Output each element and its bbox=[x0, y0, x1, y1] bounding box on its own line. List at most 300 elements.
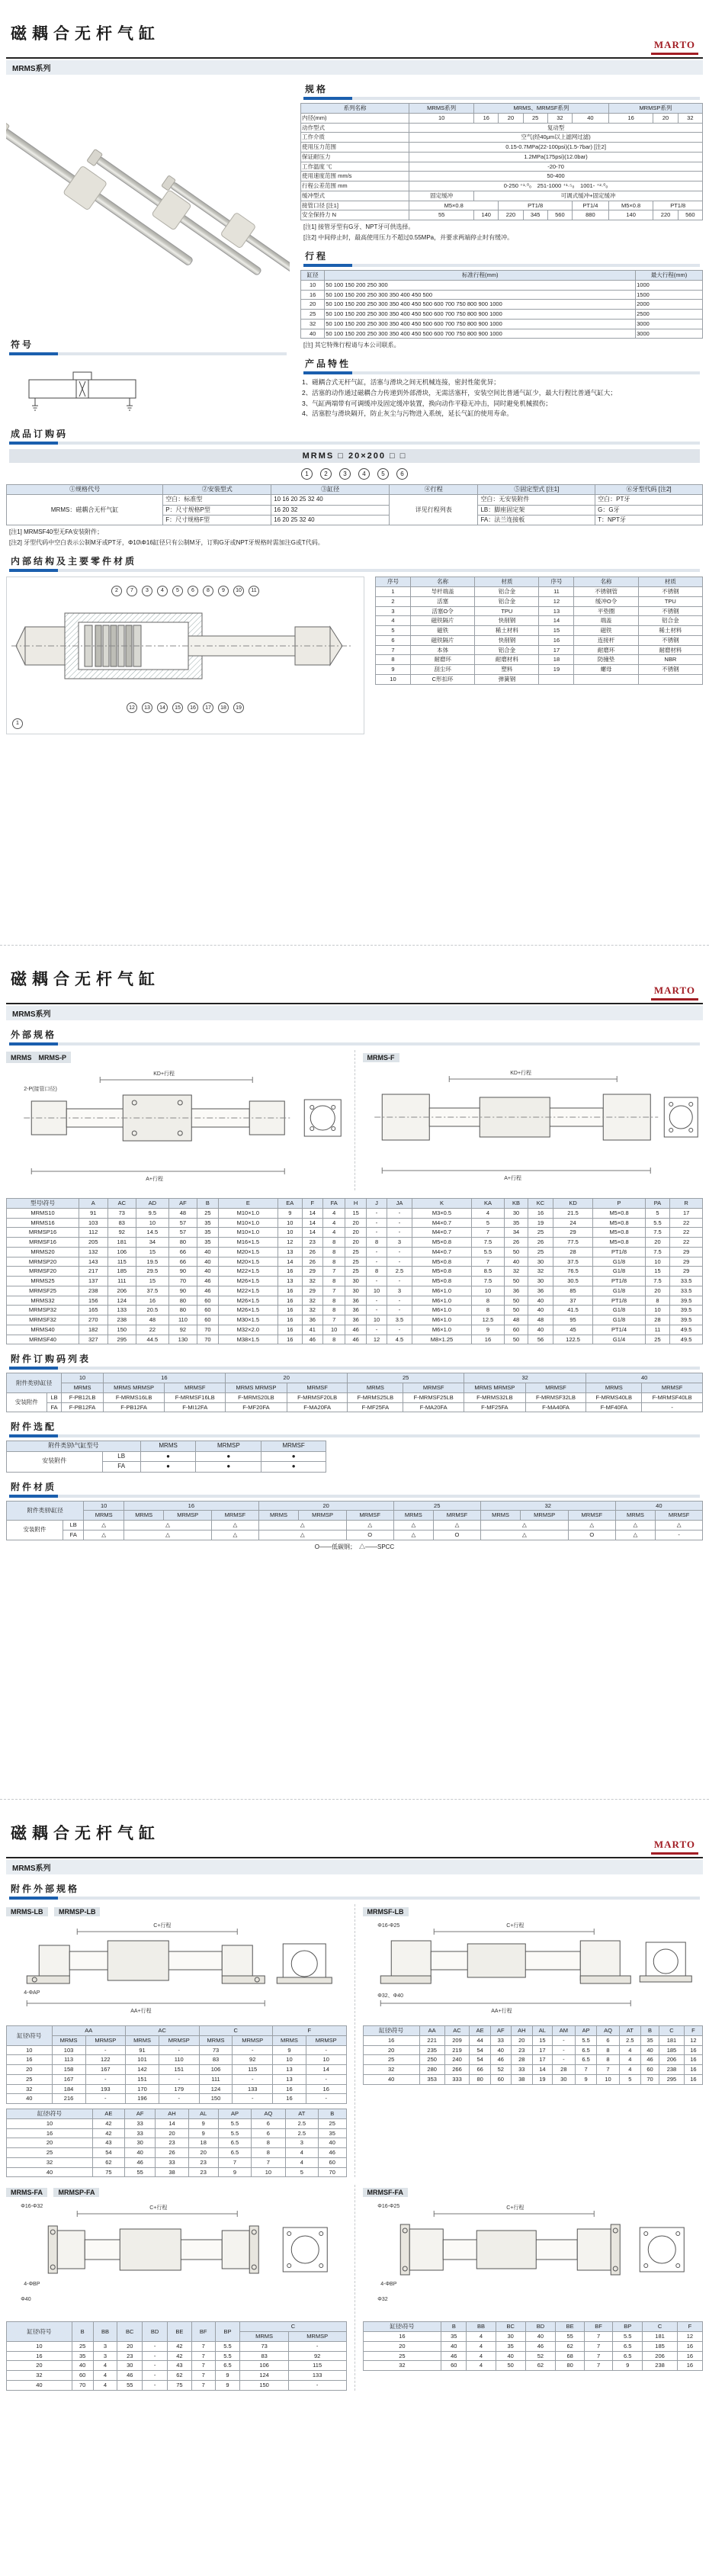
table-cell: 115 bbox=[107, 1257, 136, 1267]
table-cell: 16 bbox=[608, 113, 653, 123]
table-cell: 32 bbox=[480, 1501, 615, 1511]
table-cell: TPU bbox=[638, 596, 702, 606]
table-cell: 133 bbox=[288, 2371, 346, 2381]
table-cell: C bbox=[659, 2026, 685, 2036]
table-cell: 内径(mm) bbox=[301, 113, 409, 123]
table-cell: MRMSP bbox=[299, 1511, 347, 1521]
table-cell: MRMS bbox=[393, 1511, 433, 1521]
table-cell: PA bbox=[645, 1199, 670, 1209]
table-cell: 2 bbox=[376, 596, 411, 606]
list-item: 5 bbox=[377, 468, 389, 480]
table-cell: - bbox=[366, 1277, 387, 1286]
table-cell: 75 bbox=[167, 2380, 191, 2390]
table-cell: 113 bbox=[52, 2055, 85, 2065]
table-cell: 缸径\符号 bbox=[363, 2322, 441, 2332]
table-cell: 24 bbox=[553, 1218, 593, 1228]
list-item: 13 bbox=[142, 702, 152, 713]
table-cell: 43 bbox=[167, 2361, 191, 2371]
table-cell: 塑料 bbox=[475, 665, 539, 675]
table-cell bbox=[574, 674, 638, 684]
table-cell: M6×1.0 bbox=[412, 1325, 471, 1335]
table-cell: 可调式缓冲+固定缓冲 bbox=[474, 191, 703, 201]
internal-section bbox=[9, 554, 700, 572]
table-cell: 7 bbox=[585, 2361, 613, 2371]
table-cell: 9 bbox=[218, 2167, 251, 2177]
table-cell: 固定缓冲 bbox=[409, 191, 474, 201]
table-cell: 32 bbox=[7, 2371, 72, 2381]
table-cell: 36 bbox=[528, 1286, 553, 1296]
table-cell: 133 bbox=[233, 2084, 272, 2094]
table-cell: 7 bbox=[191, 2361, 215, 2371]
table-cell: - bbox=[387, 1208, 412, 1218]
table-cell: 40 bbox=[318, 2138, 346, 2148]
table-cell: 42 bbox=[92, 2118, 124, 2128]
table-cell: B bbox=[197, 1199, 218, 1209]
table-cell: 20 bbox=[156, 2128, 188, 2138]
table-cell: MRMS MRMSP bbox=[464, 1383, 525, 1393]
features-heading: 产品特性 bbox=[305, 358, 351, 370]
table-cell: M26×1.5 bbox=[218, 1296, 278, 1306]
table-cell: 42 bbox=[167, 2341, 191, 2351]
table-cell: 15 bbox=[539, 626, 574, 636]
page-header bbox=[6, 953, 703, 1020]
table-cell: 196 bbox=[126, 2094, 159, 2104]
table-cell: 7.5 bbox=[645, 1277, 670, 1286]
table-cell: 29 bbox=[302, 1267, 322, 1277]
table-cell: - bbox=[85, 2045, 125, 2055]
mrms-fa-table bbox=[6, 2321, 347, 2390]
table-cell: 安装附件 bbox=[7, 1392, 47, 1412]
table-cell: ⑥牙型代码 [注2] bbox=[595, 484, 703, 494]
table-cell: 4.5 bbox=[387, 1335, 412, 1344]
table-cell: AT bbox=[619, 2026, 640, 2036]
list-item: 6 bbox=[396, 468, 408, 480]
table-cell: 266 bbox=[444, 2065, 470, 2075]
table-cell: 7 bbox=[322, 1286, 345, 1296]
table-cell: MRMSP20 bbox=[7, 1257, 79, 1267]
table-cell: 16 bbox=[528, 1208, 553, 1218]
table-cell: 40 bbox=[641, 2045, 659, 2055]
table-cell: 50 100 150 200 250 300 350 400 450 500 600 700 750 800 900 1000 bbox=[325, 329, 636, 339]
table-cell: 29 bbox=[302, 1286, 322, 1296]
table-cell: 22 bbox=[670, 1228, 703, 1238]
table-cell: 13 bbox=[278, 1277, 302, 1286]
table-cell: 216 bbox=[52, 2094, 85, 2104]
table-cell: 25 bbox=[523, 113, 547, 123]
table-cell: F-MA20FA bbox=[287, 1402, 348, 1412]
table-cell: MRMSP32 bbox=[7, 1306, 79, 1315]
table-cell: 25 bbox=[318, 2118, 346, 2128]
table-cell: 80 bbox=[556, 2361, 585, 2371]
table-cell: 16 20 32 bbox=[271, 505, 390, 515]
series-label: MRMS系列 bbox=[6, 1006, 703, 1020]
table-cell: 181 bbox=[107, 1238, 136, 1248]
diagram-label-mrms-lb: MRMS-LB bbox=[6, 1907, 48, 1916]
table-cell: 6.5 bbox=[218, 2138, 251, 2148]
table-cell: MRMS bbox=[240, 2332, 288, 2342]
table-cell: 73 bbox=[240, 2341, 288, 2351]
table-cell: 20 bbox=[7, 2065, 53, 2075]
table-cell: 7 bbox=[322, 1267, 345, 1277]
table-cell: 8 bbox=[366, 1238, 387, 1248]
table-cell: MRMS：磁耦合无杆气缸 bbox=[7, 495, 163, 525]
table-cell: - bbox=[288, 2341, 346, 2351]
table-cell: M5×0.8 bbox=[608, 201, 653, 210]
table-cell: MRMSF32 bbox=[7, 1315, 79, 1325]
table-cell: 20 bbox=[345, 1238, 366, 1248]
table-cell: G：G牙 bbox=[595, 505, 703, 515]
list-item: 3、气缸两端带有可调缓冲及固定缓冲装置，换向动作平稳无冲击，同时避免机械损伤； bbox=[302, 399, 552, 407]
list-item: 16 bbox=[188, 702, 198, 713]
table-cell: 28 bbox=[552, 2065, 575, 2075]
table-cell: 螺母 bbox=[574, 665, 638, 675]
table-cell: AF bbox=[124, 2109, 156, 2119]
table-cell: 122.5 bbox=[553, 1335, 593, 1344]
table-cell: 40 bbox=[301, 329, 325, 339]
table-cell: 6 bbox=[376, 635, 411, 645]
table-cell: 50 100 150 200 250 300 350 400 450 500 600 700 750 800 900 1000 bbox=[325, 300, 636, 310]
table-cell: ②安装型式 bbox=[163, 484, 271, 494]
table-cell: PT1/8 bbox=[499, 201, 573, 210]
table-cell: 46 bbox=[318, 2148, 346, 2158]
table-cell: 16 bbox=[7, 2351, 72, 2361]
table-cell: MRMSF bbox=[642, 1383, 703, 1393]
table-cell: - bbox=[233, 2045, 272, 2055]
table-cell: 行程公差范围 mm bbox=[301, 181, 409, 191]
table-cell: 115 bbox=[233, 2065, 272, 2075]
table-cell: 80 bbox=[470, 2074, 491, 2084]
spec-note-1: [注1] 接管牙型有G牙、NPT牙可供选择。 bbox=[303, 223, 415, 231]
table-cell: 40 bbox=[528, 1296, 553, 1306]
table-cell: - bbox=[143, 2371, 168, 2381]
table-cell: 30 bbox=[496, 2332, 525, 2342]
table-cell: 48 bbox=[136, 1315, 169, 1325]
table-cell: 205 bbox=[79, 1238, 108, 1248]
table-cell: 66 bbox=[168, 1257, 197, 1267]
table-cell: F-MRMSF32LB bbox=[525, 1392, 586, 1402]
table-cell: 16 20 25 32 40 bbox=[271, 515, 390, 525]
table-cell: M4×0.7 bbox=[412, 1247, 471, 1257]
table-cell: 167 bbox=[52, 2074, 85, 2084]
table-cell: ● bbox=[196, 1451, 261, 1461]
table-cell: 36 bbox=[345, 1306, 366, 1315]
table-cell: 60 bbox=[197, 1306, 218, 1315]
table-cell: 附件类别\缸径 bbox=[7, 1501, 84, 1521]
table-cell: 平垫圈 bbox=[574, 606, 638, 616]
table-cell: △ bbox=[615, 1521, 655, 1531]
table-cell: 导杆端盖 bbox=[410, 587, 474, 597]
table-cell: 13 bbox=[272, 2074, 306, 2084]
table-cell: - bbox=[366, 1325, 387, 1335]
table-cell: 10 bbox=[278, 1218, 302, 1228]
table-cell: 29 bbox=[670, 1257, 703, 1267]
table-cell: 铝合金 bbox=[475, 587, 539, 597]
table-cell: 弹簧钢 bbox=[475, 674, 539, 684]
table-cell: 130 bbox=[168, 1335, 197, 1344]
table-cell: 28 bbox=[511, 2055, 532, 2065]
ordering-section bbox=[9, 427, 700, 445]
table-cell: 8 bbox=[597, 2045, 619, 2055]
table-cell: 34 bbox=[504, 1228, 528, 1238]
table-cell: G1/4 bbox=[593, 1335, 645, 1344]
table-cell: 40 bbox=[7, 2167, 93, 2177]
table-cell: 20 bbox=[653, 113, 678, 123]
table-cell: 181 bbox=[659, 2035, 685, 2045]
table-cell: 16 bbox=[278, 1286, 302, 1296]
table-cell: 7 bbox=[191, 2380, 215, 2390]
table-cell: 40 bbox=[197, 1267, 218, 1277]
table-cell: 25 bbox=[197, 1208, 218, 1218]
list-item: 4、活塞腔与滑块隔开，防止灰尘与污物进入系统，延长气缸的使用寿命。 bbox=[302, 410, 513, 418]
table-cell: 23 bbox=[302, 1238, 322, 1248]
table-cell: F-MF40FA bbox=[586, 1402, 642, 1412]
table-cell: 73 bbox=[199, 2045, 233, 2055]
table-cell: △ bbox=[480, 1530, 568, 1540]
table-cell: 52 bbox=[490, 2065, 511, 2075]
table-cell: 60 bbox=[318, 2157, 346, 2167]
table-cell: 3 bbox=[93, 2341, 117, 2351]
table-cell: 8 bbox=[322, 1306, 345, 1315]
table-cell: B bbox=[318, 2109, 346, 2119]
table-cell: MRMS25 bbox=[7, 1277, 79, 1286]
table-cell: 4 bbox=[285, 2148, 318, 2158]
table-cell: 209 bbox=[444, 2035, 470, 2045]
table-cell: △ bbox=[346, 1521, 393, 1531]
table-cell: 80 bbox=[168, 1296, 197, 1306]
table-cell: 80 bbox=[168, 1238, 197, 1248]
table-cell: 170 bbox=[126, 2084, 159, 2094]
table-cell: - bbox=[366, 1208, 387, 1218]
table-cell: BE bbox=[167, 2322, 191, 2342]
table-cell: 150 bbox=[199, 2094, 233, 2104]
table-cell: - bbox=[143, 2361, 168, 2371]
table-cell: 25 bbox=[72, 2341, 93, 2351]
table-cell: 25 bbox=[363, 2351, 441, 2361]
table-cell: 220 bbox=[499, 210, 523, 220]
table-cell: O bbox=[346, 1530, 393, 1540]
table-cell: - bbox=[306, 2045, 346, 2055]
table-cell: 46 bbox=[490, 2055, 511, 2065]
diagram-label-mrmsp-fa: MRMSP-FA bbox=[53, 2188, 99, 2197]
table-cell: 16 bbox=[684, 2045, 702, 2055]
table-cell: 25 bbox=[7, 2148, 93, 2158]
table-cell: 206 bbox=[659, 2055, 685, 2065]
table-cell: 40 bbox=[573, 113, 609, 123]
spec-note-2: [注2] 中间停止时，最高使用压力不超过0.55MPa，并要求两端停止时有缓冲。 bbox=[303, 234, 514, 242]
parts-table bbox=[375, 577, 703, 684]
table-cell: 7 bbox=[575, 2065, 596, 2075]
table-cell: ③缸径 bbox=[271, 484, 390, 494]
table-cell: F-MRMS20LB bbox=[226, 1392, 287, 1402]
table-cell: 70 bbox=[72, 2380, 93, 2390]
table-cell: 标准行程(mm) bbox=[325, 271, 636, 281]
table-cell: AQ bbox=[252, 2109, 286, 2119]
table-cell: 耐磨环 bbox=[574, 645, 638, 655]
table-cell: EA bbox=[278, 1199, 302, 1209]
table-cell: 33.5 bbox=[670, 1277, 703, 1286]
external-spec-section bbox=[9, 1028, 700, 1045]
table-cell: - bbox=[387, 1257, 412, 1267]
table-cell: 115 bbox=[288, 2361, 346, 2371]
table-cell: 空白：标准型 bbox=[163, 495, 271, 505]
table-cell: 240 bbox=[444, 2055, 470, 2065]
table-cell: 7 bbox=[585, 2341, 613, 2351]
table-cell: 14 bbox=[532, 2065, 552, 2075]
svg-text:2-P(接管口径): 2-P(接管口径) bbox=[24, 1087, 57, 1093]
page-2 bbox=[0, 946, 709, 1800]
table-cell: 30 bbox=[528, 1277, 553, 1286]
table-cell: AE bbox=[470, 2026, 491, 2036]
table-cell: F：尺寸规格F型 bbox=[163, 515, 271, 525]
section-rule bbox=[9, 1367, 700, 1370]
table-cell: 16 bbox=[539, 635, 574, 645]
table-cell: MRMSF16 bbox=[7, 1238, 79, 1248]
mrms-lb-table-b bbox=[6, 2109, 347, 2177]
table-cell: 工作温度 ℃ bbox=[301, 162, 409, 172]
table-cell: 10 bbox=[7, 2341, 72, 2351]
table-cell: 35 bbox=[641, 2035, 659, 2045]
table-cell: 25 bbox=[528, 1228, 553, 1238]
table-cell: 35 bbox=[197, 1218, 218, 1228]
table-cell: 20 bbox=[7, 2138, 93, 2148]
table-cell: 2.5 bbox=[619, 2035, 640, 2045]
table-cell: 40 bbox=[490, 2045, 511, 2055]
table-cell: 不锈钢 bbox=[638, 635, 702, 645]
table-cell: 0.15-0.7MPa(22-100psi)(1.5-7bar) [注2] bbox=[409, 143, 703, 153]
table-cell: 磁铁隔片 bbox=[410, 635, 474, 645]
table-cell: 133 bbox=[107, 1306, 136, 1315]
table-cell: 11 bbox=[539, 587, 574, 597]
mrmsf-outline-diagram bbox=[363, 1064, 704, 1186]
table-cell: FA bbox=[102, 1462, 140, 1472]
table-cell: 23 bbox=[156, 2138, 188, 2148]
table-cell: 3 bbox=[387, 1238, 412, 1248]
table-cell: - bbox=[366, 1228, 387, 1238]
table-cell: - bbox=[387, 1218, 412, 1228]
table-cell: LB bbox=[102, 1451, 140, 1461]
table-cell: 33.5 bbox=[670, 1286, 703, 1296]
table-cell: 26 bbox=[302, 1247, 322, 1257]
svg-text:Φ16-Φ25: Φ16-Φ25 bbox=[377, 1923, 399, 1929]
table-cell: 7 bbox=[472, 1257, 505, 1267]
table-cell: 83 bbox=[240, 2351, 288, 2361]
table-cell: 25 bbox=[528, 1247, 553, 1257]
table-cell: 名称 bbox=[574, 577, 638, 587]
table-cell: ● bbox=[261, 1451, 326, 1461]
table-cell: M20×1.5 bbox=[218, 1257, 278, 1267]
table-cell: 6.5 bbox=[613, 2351, 643, 2361]
table-cell: 73 bbox=[107, 1208, 136, 1218]
table-cell: 280 bbox=[419, 2065, 444, 2075]
table-cell: 15 bbox=[136, 1277, 169, 1286]
table-cell: 型号\符号 bbox=[7, 1199, 79, 1209]
table-cell: 10 bbox=[306, 2055, 346, 2065]
table-cell: PT1/8 bbox=[593, 1277, 645, 1286]
table-cell: 安全保持力 N bbox=[301, 210, 409, 220]
table-cell: MRMS bbox=[126, 2035, 159, 2045]
table-cell: 26 bbox=[504, 1238, 528, 1248]
table-cell: 16 bbox=[472, 1335, 505, 1344]
table-cell: 32 bbox=[528, 1267, 553, 1277]
mrmsf-lb-table bbox=[363, 2025, 704, 2085]
table-cell: 3 bbox=[387, 1286, 412, 1296]
table-cell: M32×2.0 bbox=[218, 1325, 278, 1335]
table-cell: T：NPT牙 bbox=[595, 515, 703, 525]
table-cell: BP bbox=[613, 2322, 643, 2332]
table-cell: 124 bbox=[240, 2371, 288, 2381]
table-cell: 101 bbox=[126, 2055, 159, 2065]
table-cell: 空白：PT牙 bbox=[595, 495, 703, 505]
table-cell: 30 bbox=[345, 1286, 366, 1296]
stroke-section bbox=[303, 249, 700, 267]
table-cell: BB bbox=[467, 2322, 496, 2332]
table-cell: 14 bbox=[302, 1228, 322, 1238]
table-cell: 10 bbox=[84, 1501, 124, 1511]
table-cell: 6.5 bbox=[218, 2148, 251, 2158]
table-cell: 143 bbox=[79, 1257, 108, 1267]
table-cell: MRMSP bbox=[306, 2035, 346, 2045]
table-cell: MRMSF bbox=[165, 1383, 226, 1393]
table-cell: 复动型 bbox=[409, 123, 703, 133]
table-cell: 3000 bbox=[636, 329, 703, 339]
table-cell: 33 bbox=[490, 2035, 511, 2045]
table-cell: 10 bbox=[366, 1315, 387, 1325]
table-cell: PT1/8 bbox=[593, 1296, 645, 1306]
table-cell: 7 bbox=[472, 1228, 505, 1238]
diagram-label-mrms: MRMS MRMS-P bbox=[6, 1052, 71, 1063]
table-cell: 20 bbox=[7, 2361, 72, 2371]
table-cell: M5×0.8 bbox=[593, 1218, 645, 1228]
section-rule bbox=[303, 264, 700, 267]
table-cell: 15 bbox=[345, 1208, 366, 1218]
table-cell: 29 bbox=[670, 1267, 703, 1277]
table-cell: 12 bbox=[539, 596, 574, 606]
table-cell: 23 bbox=[188, 2157, 218, 2167]
table-cell: 76.5 bbox=[553, 1267, 593, 1277]
table-cell: 7 bbox=[322, 1315, 345, 1325]
table-cell: MRMS bbox=[62, 1383, 103, 1393]
table-cell: 90 bbox=[168, 1267, 197, 1277]
svg-text:4-ΦAP: 4-ΦAP bbox=[24, 1990, 40, 1996]
table-cell: AA bbox=[52, 2026, 125, 2036]
table-cell: 附件类别\缸径 bbox=[7, 1373, 62, 1393]
acc-order-table bbox=[6, 1373, 703, 1412]
table-cell: 156 bbox=[79, 1296, 108, 1306]
feature-list bbox=[300, 377, 703, 419]
table-cell: 6.5 bbox=[613, 2341, 643, 2351]
table-cell: 30 bbox=[552, 2074, 575, 2084]
table-cell: 83 bbox=[107, 1218, 136, 1228]
table-cell: BP bbox=[215, 2322, 240, 2342]
table-cell: AL bbox=[188, 2109, 218, 2119]
page-3 bbox=[0, 1800, 709, 2573]
table-cell: C bbox=[643, 2322, 677, 2332]
table-cell: MRMSP系列 bbox=[608, 104, 702, 114]
table-cell: 12 bbox=[677, 2332, 702, 2342]
table-cell: 26 bbox=[528, 1238, 553, 1248]
table-cell: 刮尘环 bbox=[410, 665, 474, 675]
table-cell: - bbox=[366, 1247, 387, 1257]
table-cell: M4×0.7 bbox=[412, 1228, 471, 1238]
table-cell: 16 bbox=[301, 290, 325, 300]
table-cell: 7.5 bbox=[472, 1277, 505, 1286]
table-cell: 9 bbox=[215, 2380, 240, 2390]
table-cell: 36 bbox=[345, 1315, 366, 1325]
table-cell: 32 bbox=[678, 113, 702, 123]
table-cell: 77.5 bbox=[553, 1238, 593, 1248]
list-item: 5 bbox=[172, 586, 183, 596]
table-cell: 122 bbox=[85, 2055, 125, 2065]
